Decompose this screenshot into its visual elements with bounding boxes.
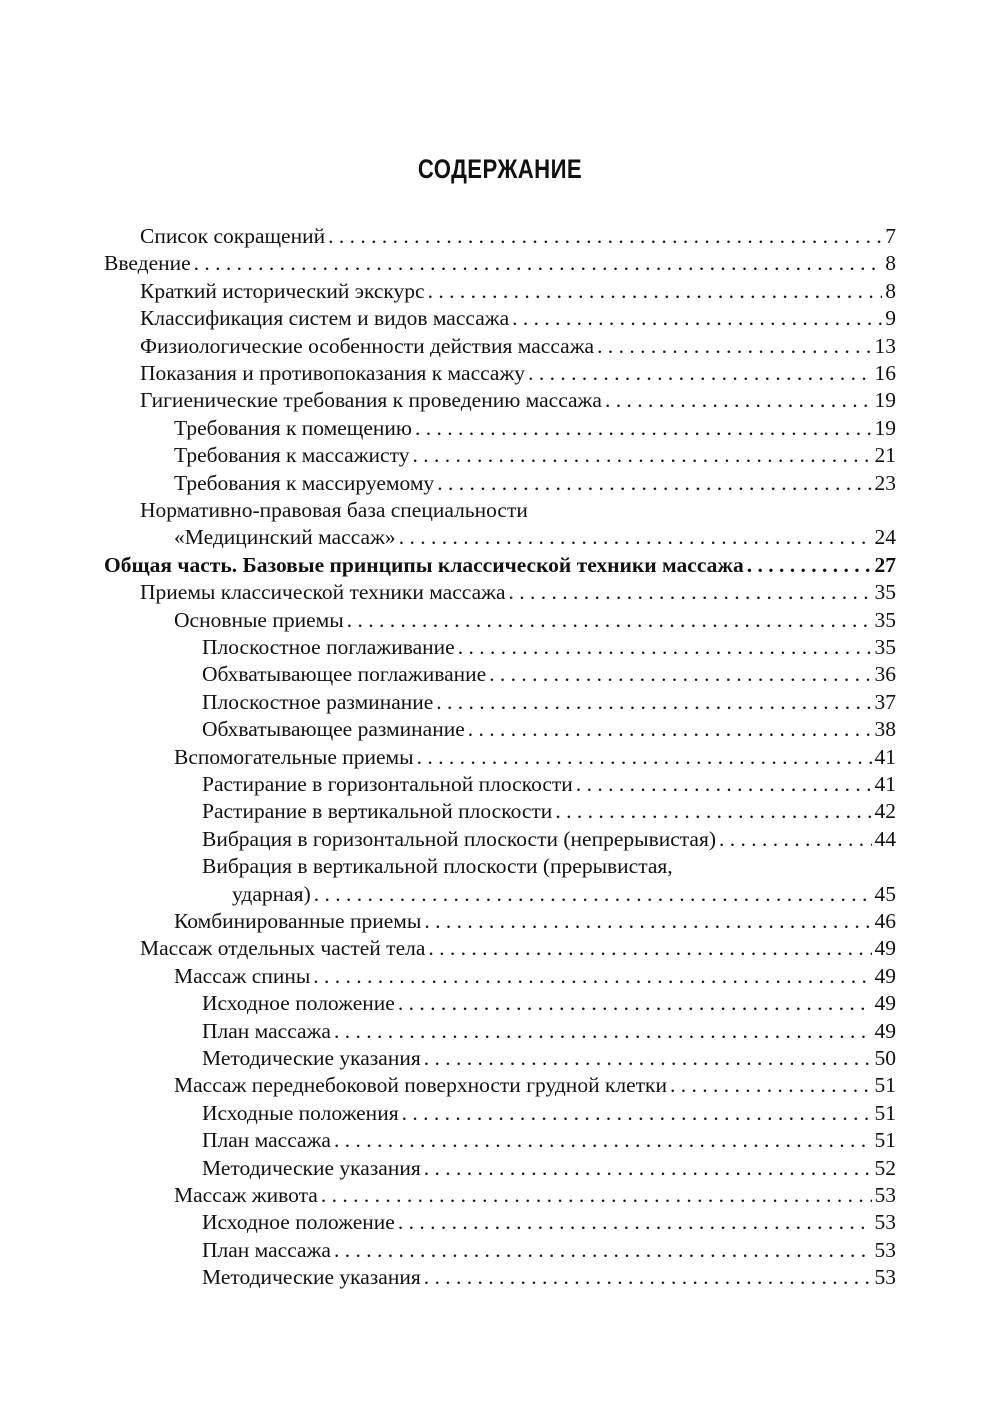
toc-page-number: 50 bbox=[874, 1046, 896, 1070]
toc-leader-dots bbox=[314, 880, 872, 908]
toc-leader-dots bbox=[334, 1236, 872, 1264]
toc-leader-dots bbox=[719, 825, 871, 853]
toc-page-number: 8 bbox=[885, 278, 896, 303]
toc-entry-title: ударная) bbox=[232, 881, 311, 906]
toc-entry-title: Требования к помещению bbox=[174, 415, 412, 440]
toc-leader-dots bbox=[328, 222, 882, 250]
toc-leader-dots bbox=[424, 907, 871, 935]
toc-entry[interactable] bbox=[0, 523, 1000, 551]
toc-entry-title: Растирание в горизонтальной плоскости bbox=[202, 772, 573, 796]
toc-entry-title: Исходные положения bbox=[202, 1100, 399, 1125]
toc-entry[interactable] bbox=[0, 414, 1000, 442]
toc-leader-dots bbox=[436, 688, 871, 716]
toc-entry-title: Классификация систем и видов массажа bbox=[140, 306, 510, 331]
toc-page-number: 41 bbox=[874, 744, 896, 769]
toc-page-number: 52 bbox=[874, 1155, 896, 1180]
toc-page-number: 46 bbox=[874, 909, 896, 933]
toc-entry-title: Методические указания bbox=[202, 1155, 421, 1180]
toc-entry-title: Список сокращений bbox=[140, 224, 326, 248]
toc-page-number: 19 bbox=[874, 388, 896, 413]
toc-page-number: 24 bbox=[874, 525, 896, 550]
toc-page-number: 13 bbox=[874, 333, 896, 358]
toc-entry[interactable] bbox=[0, 222, 1000, 250]
toc-leader-dots bbox=[528, 359, 871, 387]
toc-leader-dots bbox=[428, 277, 883, 305]
toc-entry-title: Растирание в вертикальной плоскости bbox=[202, 799, 553, 824]
toc-entry[interactable] bbox=[0, 743, 1000, 771]
toc-entry[interactable] bbox=[0, 1263, 1000, 1291]
toc-entry-title: Массаж переднебоковой поверхности грудной клетки bbox=[174, 1073, 668, 1098]
toc-leader-dots bbox=[415, 414, 872, 442]
toc-page-number: 49 bbox=[874, 1018, 896, 1043]
toc-page-number: 19 bbox=[874, 415, 896, 440]
toc-entry[interactable] bbox=[0, 688, 1000, 716]
toc-entry[interactable] bbox=[0, 770, 1000, 798]
toc-entry[interactable] bbox=[0, 441, 1000, 469]
toc-entry[interactable] bbox=[0, 660, 1000, 688]
toc-entry[interactable] bbox=[0, 332, 1000, 360]
toc-entry[interactable] bbox=[0, 907, 1000, 935]
toc-entry-title: Массаж спины bbox=[174, 963, 311, 988]
toc-leader-dots bbox=[428, 934, 871, 962]
toc-entry-title: Исходное положение bbox=[202, 1210, 395, 1235]
toc-leader-dots bbox=[605, 386, 872, 414]
toc-leader-dots bbox=[334, 1126, 872, 1154]
toc-page-number: 49 bbox=[874, 991, 896, 1016]
toc-leader-dots bbox=[424, 1263, 872, 1291]
toc-page-number: 9 bbox=[885, 306, 896, 331]
toc-entry[interactable] bbox=[0, 1181, 1000, 1209]
toc-leader-dots bbox=[398, 989, 872, 1017]
toc-entry-title: Нормативно-правовая база специальности bbox=[140, 498, 528, 522]
toc-entry[interactable] bbox=[0, 277, 1000, 305]
toc-leader-dots bbox=[321, 1181, 872, 1209]
toc-entry[interactable] bbox=[0, 852, 1000, 880]
toc-leader-dots bbox=[399, 523, 872, 551]
toc-entry[interactable] bbox=[0, 249, 1000, 277]
toc-entry[interactable] bbox=[0, 1071, 1000, 1099]
toc-entry-title: Общая часть. Базовые принципы классической техники массажа bbox=[104, 552, 744, 577]
toc-entry-title: План массажа bbox=[202, 1128, 331, 1153]
toc-leader-dots bbox=[670, 1071, 871, 1099]
toc-leader-dots bbox=[194, 249, 883, 277]
toc-entry[interactable] bbox=[0, 578, 1000, 606]
toc-entry-title: Показания и противопоказания к массажу bbox=[140, 361, 526, 385]
toc-page-number: 45 bbox=[874, 881, 896, 906]
toc-entry-title: Методические указания bbox=[202, 1046, 421, 1070]
toc-entry-title: Приемы классической техники массажа bbox=[140, 580, 506, 605]
toc-entry-title: Требования к массажисту bbox=[174, 443, 410, 468]
toc-page-number: 37 bbox=[874, 689, 896, 714]
toc-leader-dots bbox=[417, 743, 872, 771]
toc-page-number: 44 bbox=[874, 826, 896, 851]
toc-page-number: 51 bbox=[874, 1100, 896, 1125]
toc-leader-dots bbox=[398, 1208, 872, 1236]
toc-entry[interactable] bbox=[0, 1126, 1000, 1154]
toc-page-number: 53 bbox=[874, 1210, 896, 1235]
toc-leader-dots bbox=[437, 469, 871, 497]
toc-entry[interactable] bbox=[0, 1099, 1000, 1127]
toc-page-number: 36 bbox=[874, 662, 896, 687]
toc-page-number: 8 bbox=[885, 251, 896, 276]
toc-leader-dots bbox=[576, 770, 872, 798]
toc-entry-title: Краткий исторический экскурс bbox=[140, 278, 425, 303]
toc-page-number: 7 bbox=[885, 224, 896, 248]
page-title: СОДЕРЖАНИЕ bbox=[417, 154, 583, 184]
toc-leader-dots bbox=[512, 304, 882, 332]
toc-leader-dots bbox=[334, 1017, 872, 1045]
toc-entry-title: Вибрация в вертикальной плоскости (прерывистая, bbox=[202, 854, 673, 879]
toc-page-number: 41 bbox=[874, 772, 896, 796]
toc-entry-title: Требования к массируемому bbox=[174, 470, 435, 495]
toc-leader-dots bbox=[458, 633, 872, 661]
toc-leader-dots bbox=[412, 441, 871, 469]
toc-page-number: 42 bbox=[874, 799, 896, 824]
toc-page-number: 38 bbox=[874, 717, 896, 742]
toc-page-number: 21 bbox=[874, 443, 896, 468]
toc-entry[interactable] bbox=[0, 1208, 1000, 1236]
toc-entry-title: Массаж отдельных частей тела bbox=[140, 936, 426, 961]
toc-entry-title: Физиологические особенности действия массажа bbox=[140, 333, 595, 358]
toc-entry[interactable] bbox=[0, 825, 1000, 853]
toc-leader-dots bbox=[347, 606, 872, 634]
toc-entry-title: Вибрация в горизонтальной плоскости (непрерывистая) bbox=[202, 826, 717, 851]
toc-entry[interactable] bbox=[0, 386, 1000, 414]
toc-entry[interactable] bbox=[0, 989, 1000, 1017]
toc-leader-dots bbox=[402, 1099, 872, 1127]
toc-page-number: 53 bbox=[874, 1265, 896, 1290]
toc-entry[interactable] bbox=[0, 934, 1000, 962]
toc-page-number: 35 bbox=[874, 580, 896, 605]
toc-page-number: 27 bbox=[874, 552, 896, 577]
toc-page-number: 51 bbox=[874, 1073, 896, 1098]
toc-entry-title: Вспомогательные приемы bbox=[174, 744, 414, 769]
toc-leader-dots bbox=[747, 551, 872, 579]
toc-leader-dots bbox=[468, 715, 872, 743]
toc-leader-dots bbox=[555, 797, 871, 825]
toc-entry[interactable] bbox=[0, 633, 1000, 661]
toc-page-number: 51 bbox=[874, 1128, 896, 1153]
toc-entry[interactable] bbox=[0, 1236, 1000, 1264]
toc-entry-title: План массажа bbox=[202, 1237, 331, 1262]
toc-entry[interactable] bbox=[0, 304, 1000, 332]
toc-entry[interactable] bbox=[0, 962, 1000, 990]
toc-entry-title: Гигиенические требования к проведению массажа bbox=[140, 388, 602, 413]
toc-entry-title: Плоскостное поглаживание bbox=[202, 635, 455, 659]
toc-entry-title: Введение bbox=[104, 251, 191, 276]
toc-entry[interactable] bbox=[0, 359, 1000, 387]
toc-entry[interactable] bbox=[0, 551, 1000, 579]
toc-leader-dots bbox=[313, 962, 871, 990]
toc-entry-title: Обхватывающее поглаживание bbox=[202, 662, 487, 687]
toc-entry[interactable] bbox=[0, 496, 1000, 524]
toc-entry-title: «Медицинский массаж» bbox=[174, 525, 396, 550]
toc-leader-dots bbox=[597, 332, 871, 360]
toc-entry-title: Обхватывающее разминание bbox=[202, 717, 465, 742]
toc-entry[interactable] bbox=[0, 797, 1000, 825]
toc-entry[interactable] bbox=[0, 880, 1000, 908]
toc-page-number: 16 bbox=[874, 361, 896, 385]
toc-entry[interactable] bbox=[0, 1044, 1000, 1072]
toc-leader-dots bbox=[424, 1154, 872, 1182]
toc-page-number: 53 bbox=[874, 1237, 896, 1262]
toc-page-number: 49 bbox=[874, 963, 896, 988]
toc-entry-title: Комбинированные приемы bbox=[174, 909, 422, 933]
toc-page-number: 49 bbox=[874, 936, 896, 961]
toc-leader-dots bbox=[509, 578, 872, 606]
toc-entry[interactable] bbox=[0, 469, 1000, 497]
toc-entry-title: Методические указания bbox=[202, 1265, 421, 1290]
toc-entry[interactable] bbox=[0, 1017, 1000, 1045]
toc-entry[interactable] bbox=[0, 606, 1000, 634]
toc-entry[interactable] bbox=[0, 1154, 1000, 1182]
toc-entry[interactable] bbox=[0, 715, 1000, 743]
toc-entry-title: Плоскостное разминание bbox=[202, 689, 434, 714]
toc-page-number: 35 bbox=[874, 607, 896, 632]
toc-page-number: 53 bbox=[874, 1183, 896, 1207]
toc-page-number: 35 bbox=[874, 635, 896, 659]
toc-entry-title: План массажа bbox=[202, 1018, 331, 1043]
toc-leader-dots bbox=[424, 1044, 872, 1072]
toc-page-number: 23 bbox=[874, 470, 896, 495]
toc-leader-dots bbox=[489, 660, 871, 688]
toc-entry-title: Исходное положение bbox=[202, 991, 395, 1016]
toc-entry-title: Основные приемы bbox=[174, 607, 344, 632]
toc-entry-title: Массаж живота bbox=[174, 1183, 318, 1207]
